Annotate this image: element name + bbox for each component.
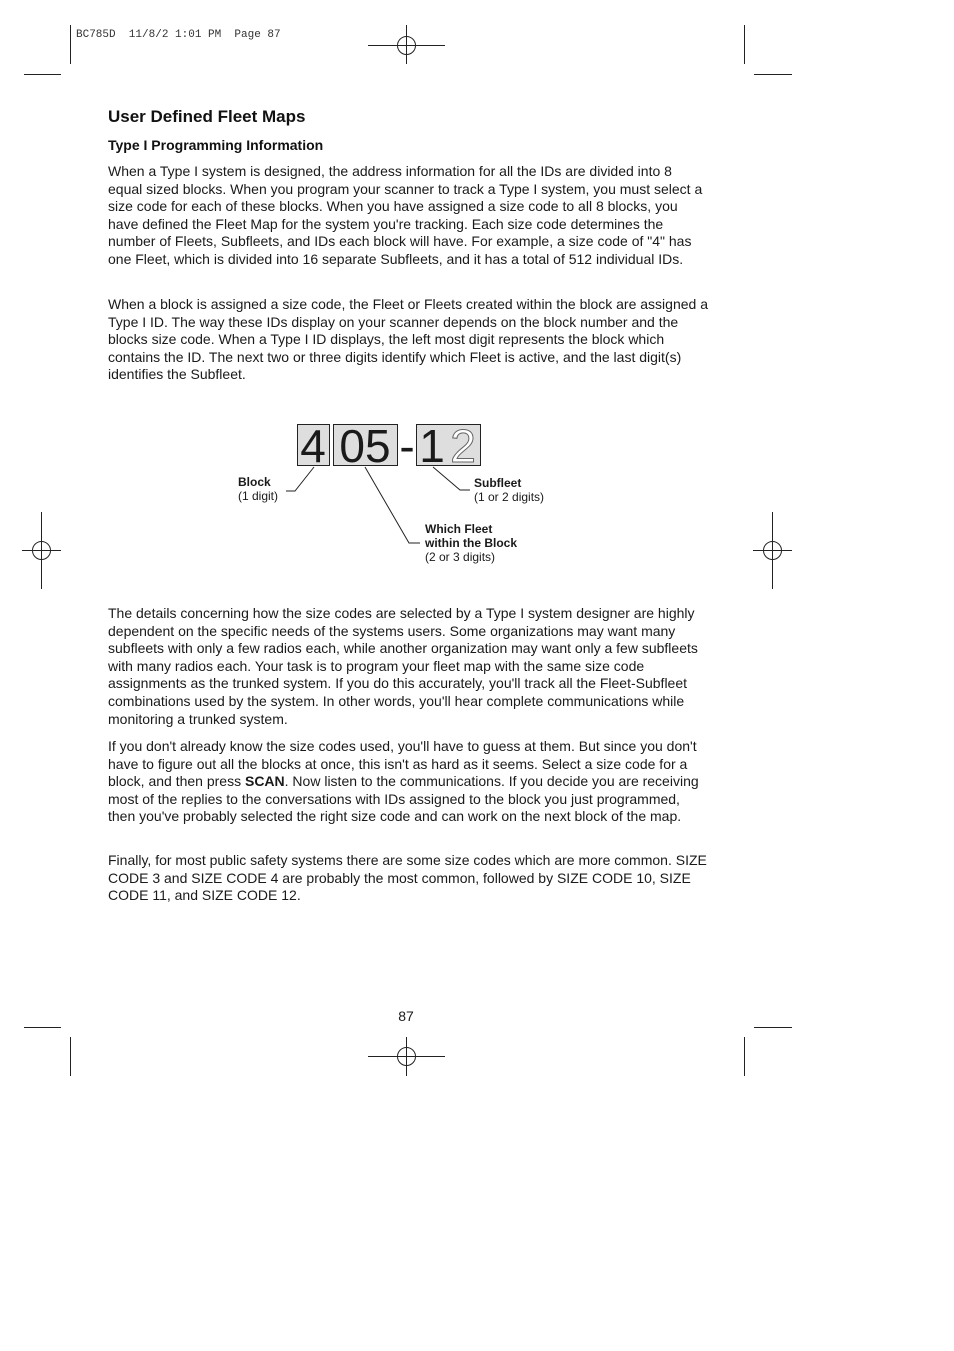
- leader-line-fleet: [365, 467, 420, 543]
- callout-subfleet-note: (1 or 2 digits): [474, 490, 545, 504]
- section-subheading: Type I Programming Information: [108, 137, 324, 153]
- lcd-digit-fleet: 05: [339, 420, 391, 472]
- callout-subfleet-title: Subfleet: [474, 476, 522, 490]
- callout-fleet: [425, 522, 517, 564]
- callout-subfleet: [474, 476, 544, 504]
- paragraph-size-code-selection: The details concerning how the size codes are selected by a Type I system designer are highly dependent on the specific needs of the systems users. Some organizations may want many subfleets with only a few radios each, while another organization may want only a few subfleets with many radios each. Your task is to program your fleet map with the same size code assignments as the trunked system. If you do this accurately, you'll track all the Fleet-Subfleet combinations used by the system. In other words, you'll hear complete communications while monitoring a trunked system.: [108, 605, 698, 727]
- lcd-digit-subfleet-1: 1: [419, 420, 445, 472]
- callout-block-title: Block: [238, 475, 271, 489]
- paragraph-guessing-text-start: If you don't already know the size codes used, you'll have to guess at them. But since you don't have to figure out all the blocks at once, this isn't as hard as it seems. Select a size code for a block, and then press: [108, 738, 697, 790]
- paragraph-id-display: When a block is assigned a size code, the Fleet or Fleets created within the block are assigned a Type I ID. The way these IDs display on your scanner depends on the block number and the blocks size code. When a Type I ID displays, the left most digit represents the block which contains the ID. The next two or three digits identify which Fleet is active, and the last digit(s) identifies the Subfleet.: [108, 296, 708, 383]
- callout-block: [238, 475, 278, 503]
- paragraph-guessing-text-end: . Now listen to the communications. If you decide you are receiving most of the replies to the conversations with IDs assigned to the block you just programmed, then you've probably selected the right size code and can work on the next block of the map.: [108, 773, 699, 825]
- callout-block-note: (1 digit): [238, 489, 279, 503]
- scan-key-label: SCAN: [244, 773, 285, 790]
- lcd-digit-subfleet-2: 2: [450, 420, 476, 472]
- lcd-separator: -: [399, 420, 415, 472]
- print-slug: BC785D 11/8/2 1:01 PM Page 87: [76, 29, 281, 41]
- callout-fleet-note: (2 or 3 digits): [425, 550, 496, 564]
- page-heading: User Defined Fleet Maps: [108, 107, 306, 126]
- paragraph-common-size-codes: Finally, for most public safety systems there are some size codes which are more common. SIZE CODE 3 and SIZE CODE 4 are probably the most common, followed by SIZE CODE 10, SIZE CODE 11, and SIZE CODE 12.: [108, 852, 707, 904]
- lcd-digit-block: 4: [300, 420, 326, 472]
- page-number: 87: [398, 1008, 414, 1024]
- callout-fleet-title-1: Which Fleet: [425, 522, 493, 536]
- paragraph-size-code-intro: When a Type I system is designed, the address information for all the IDs are divided into 8 equal sized blocks. When you program your scanner to track a Type I system, you must select a size code for each of these blocks. When you have assigned a size code to all 8 blocks, you have defined the Fleet Map for the system you're tracking. Each size code determines the number of Fleets, Subfleets, and IDs each block will have. For example, a size code of "4" has one Fleet, which is divided into 16 separate Subfleets, and it has a total of 512 individual IDs.: [108, 163, 703, 267]
- callout-fleet-title-2: within the Block: [425, 536, 518, 550]
- paragraph-guessing-size-codes: [108, 738, 708, 826]
